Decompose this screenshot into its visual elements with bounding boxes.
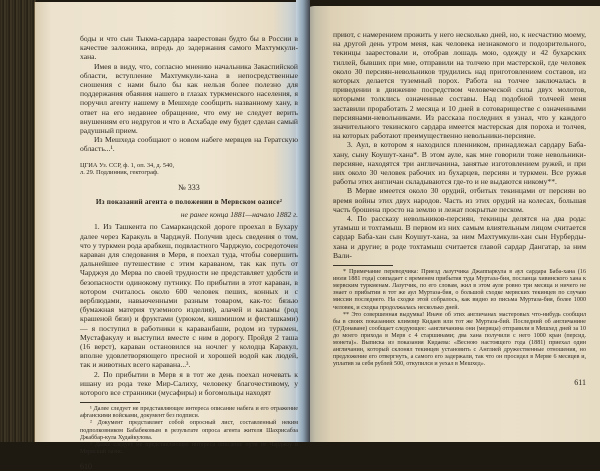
continuation-paragraph: приют, с намерением прожить у него несколько дней, но, к несчастию моему, на другой день утром меня, как человека незнакомого и подозрительного, текинцы заарестовали и, отобрав лошадь мою, одежду и 42 бухарских тиллей, бывших при мне, отправили на толчею при мастерской, где человек около 30 персиян-невольников трудились над приготовлением составов, из которых делается туземный порох. Работа на толчее заключалась в приведении в движение посредством человеческой силы двух молотов, которыми толклись означенные составы. Над подобной толчеей меня заставили проработать 2 месяца и 10 дней в сотовариществе с означенными персиянами-невольниками. Из рассказа последних я узнал, что у каждого значительного текинского сардара имеется мастерская для пороха и толчея, на которых работают преимущественно невольники-персияне. [333,30,586,141]
document-date: не ранее конца 1881—начало 1882 г. [180,210,298,220]
archive-source-line: л. 29. Подлинник, гектограф. [80,169,159,177]
paragraph: В Мерве имеется около 30 орудий, отбитых текинцами от персиян во время войны этих двух народов. Часть из этих орудий на колесах, большая часть брошена просто на землю и лежат покрытые песком. [333,186,586,214]
footnote: * Примечание переводчика: Приезд лазутчика Джаппаркула в аул сардара Баба-хана (16 июля 1881 года) совпадает с временем прибытия туда Муртаза-бия, посланца хивинского хана к мервским туркменам. Лазутчик, по его словам, жил в этом ауле ровно три месяца и ничего не знает о прибытии в тот же аул Муртаза-бия, о большой сходке мервских текинцев по случаю миссии последнего. На сходке этой собралось, как видно из письма Муртаза-бия, более 1000 человек, и сходка продолжалась несколько дней. [333,269,586,311]
page-number: 610 [80,461,92,471]
page-number: 611 [574,378,586,388]
document-number: № 333 [178,182,200,192]
right-page-text [333,30,586,388]
archive-source-line: ЦГИА Уз. ССР, ф. 1, оп. 34, д. 540, [80,161,175,169]
document-title: Из показаний агента о положении в Мервском оазисе² [95,198,283,207]
paragraph: Имея в виду, что, согласно мнению начальника Закаспийской области, вступление Махтумкули-хана в непосредственные сношения с нами было бы как нельзя более полезно для поддержания обаяния нашего в глазах туркменского населения, я поручил агенту нашему в Мешхеде сообщить названному хану, в ответ на его недавнее обращение, что ему не следует верить внушениям его недругов и что в Асхабаде ему будет сделан самый радушный прием. [80,61,298,136]
book-gutter [296,0,310,442]
numbered-paragraph: 4. По рассказу невольников-персиян, текинцы делятся на два рода: утамыш и тохтамыш. В первом из них самым влиятельным лицом считается сардар Баба-хан сын Коушут-хана, за ним Махтумкули-хан сын Нурберды-хана и другие; в роде тохтамыш считается главой сардар Дангатар, за ним Вали- [333,214,586,260]
footnote: ¹ Далее следует не представляющее интереса описание набега и его отражение афганскими войсками, документ без подписи. [80,406,298,420]
footnote-divider [80,402,140,403]
numbered-paragraph: 2. По прибытии в Мерв я в тот же день поехал ночевать к ишану из рода теке Мир-Салиху, человеку благочестивому, у которого все странники (мусафиры) и богомольцы находят [80,369,298,398]
continuation-paragraph: боды и что сын Тыкма-сардара заарестован будто бы в России в качестве заложника, впредь до задержания самого Махтумкули-хана. [80,34,298,62]
numbered-paragraph: 3. Аул, в котором я находился пленником, принадлежал сардару Баба-хану, сыну Коушут-хана*. В этом ауле, как мне говорили тоже невольники-персияне, находятся три англичанина, занятые изготовлением ружей, и при них около 30 человек рабочих из бухарцев, персиян и туркмен. Все ружья работы этих англичан складываются где-то и не выдаются никому**. [333,140,586,187]
footnote: ² Документ представляет собой опросный лист, составленный неким подполковником Бабабековым в результате опроса агента жителя Шахрисабза Джаббар-кула Худайкулова. [80,420,298,441]
book-page-edges [0,0,36,442]
left-page-text [80,34,298,471]
footnote-divider [333,265,393,266]
footnote: ** Это совершенная выдумка! Иначе об этих англичанах мастеровых что-нибудь сообщил бы в своих показаниях климзир Кидаев или тот же Муртаза-бий. Последний об англичанине (О'Донаване) сообщает следующее: «англичанина они (мервцы) отправили в Мешхед дней за 10 до моего прихода в Мерв с 4 старшинами; два хана получили с него 1000 кран (персид. монета)». Выписка из показания Кидаева: «Весною настоящего года (1881) приехал один англичанин, который склонял текинцев установить с Англией дружественные отношения, но предложение его отвергнуть, а самого его задержали, так что он просидел в Мерве 6 месяцев и, уплатив за себя рублей 500, откупился и уехал в Мешхед». [333,311,586,368]
footnote: ³ Далее следует не представляющее интереса описание пути от Чарджоу в Мервский оазис. [80,441,298,455]
paragraph: Из Мешхеда сообщают о новом набеге мервцев на Гератскую область...¹. [80,135,298,154]
numbered-paragraph: 1. Из Ташкента по Самаркандской дороге проехал в Бухару далее через Каракуль в Чарджуй. Получив здесь сведения о том, что у туркмен рода арабкеш, подвластного Чарджую, сосредоточен караван для следования в Мерв, я поехал туда, чтобы совершить дальнейшее путешествие с этим караваном, так как путь от Чарджуя до Мерва по своей трудности не представляет удобств и безопасности одинокому путнику. По прибытии в этот караван, в котором считалось около 600 человек пеших, конных и с верблюдами, навьюченными разным товаром, как-то: бязью (бумажная материя туземного изделия), алачей и каламы (род крашеной бязи) и фруктами (урюком, кишмишом и фисташками) — я поступил в работники к караванбаши, родом из туркмен, Мустафакулу и выступил вместе с ним в дорогу. Пройдя 2 таша (16 верст), караван остановился на ночлег у колодца Каракул, вполне удовлетворяющего пресной и хорошей водой как людей, так и животных всего каравана...³. [80,222,298,370]
